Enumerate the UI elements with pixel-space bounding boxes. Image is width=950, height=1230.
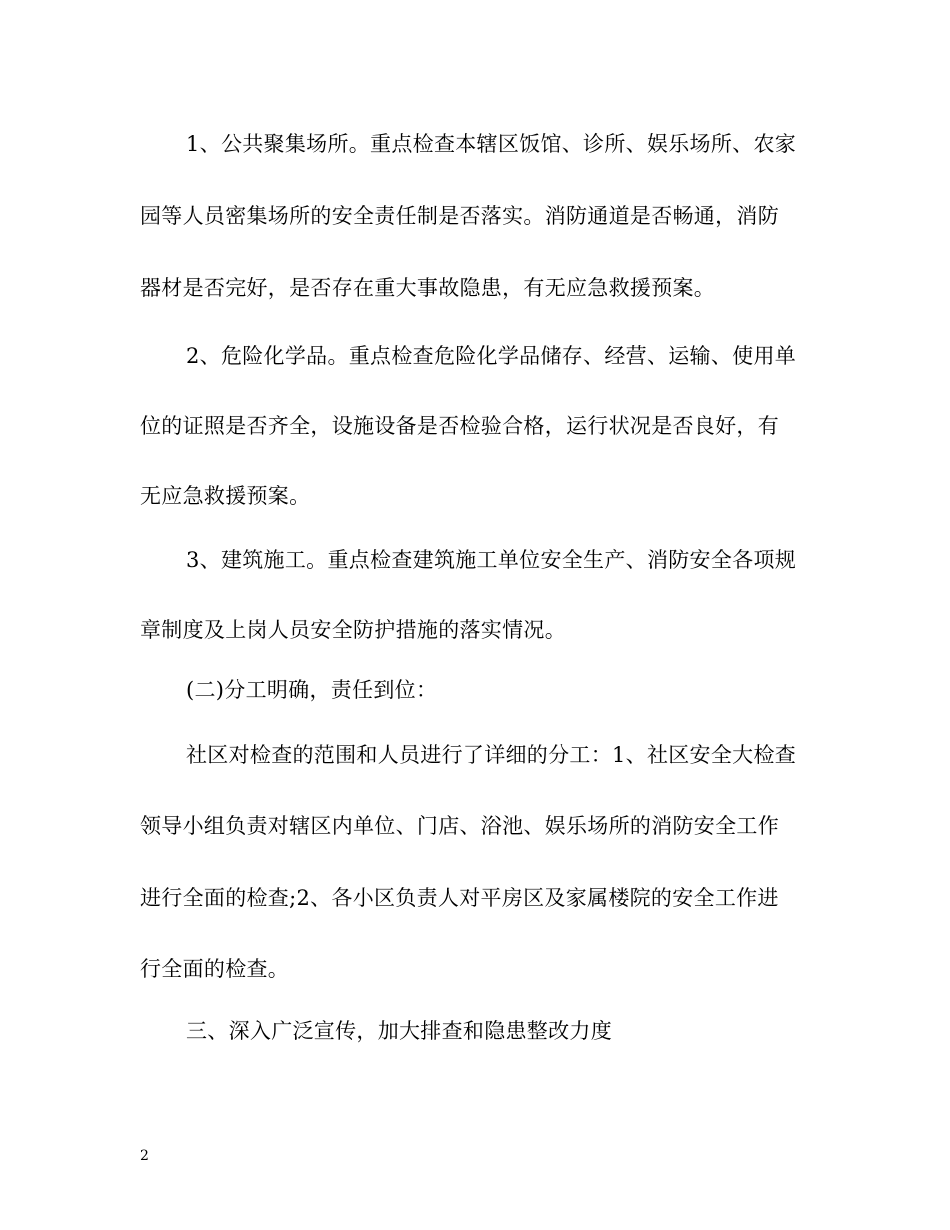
paragraph-1-line-2: 园等人员密集场所的安全责任制是否落实。消防通道是否畅通，消防 — [140, 204, 779, 228]
paragraph-1-line-3: 器材是否完好，是否存在重大事故隐患，有无应急救援预案。 — [140, 276, 716, 300]
paragraph-4-line-1: 社区对检查的范围和人员进行了详细的分工：1、社区安全大检查 — [186, 743, 797, 767]
paragraph-4-line-4: 行全面的检查。 — [140, 957, 290, 981]
section-heading-division-of-work: (二)分工明确，责任到位： — [186, 678, 438, 702]
paragraph-3-line-1: 3、建筑施工。重点检查建筑施工单位安全生产、消防安全各项规 — [186, 548, 797, 572]
paragraph-2-line-3: 无应急救援预案。 — [140, 484, 311, 508]
paragraph-4-line-2: 领导小组负责对辖区内单位、门店、浴池、娱乐场所的消防安全工作 — [140, 814, 779, 838]
paragraph-2-line-2: 位的证照是否齐全，设施设备是否检验合格，运行状况是否良好，有 — [140, 414, 779, 438]
paragraph-2-line-1: 2、危险化学品。重点检查危险化学品储存、经营、运输、使用单 — [186, 344, 797, 368]
section-heading-publicity: 三、深入广泛宣传，加大排查和隐患整改力度 — [186, 1019, 612, 1043]
page-number: 2 — [140, 1148, 149, 1164]
paragraph-4-line-3: 进行全面的检查;2、各小区负责人对平房区及家属楼院的安全工作进 — [140, 886, 779, 910]
paragraph-3-line-2: 章制度及上岗人员安全防护措施的落实情况。 — [140, 618, 566, 642]
paragraph-1-line-1: 1、公共聚集场所。重点检查本辖区饭馆、诊所、娱乐场所、农家 — [186, 132, 797, 156]
